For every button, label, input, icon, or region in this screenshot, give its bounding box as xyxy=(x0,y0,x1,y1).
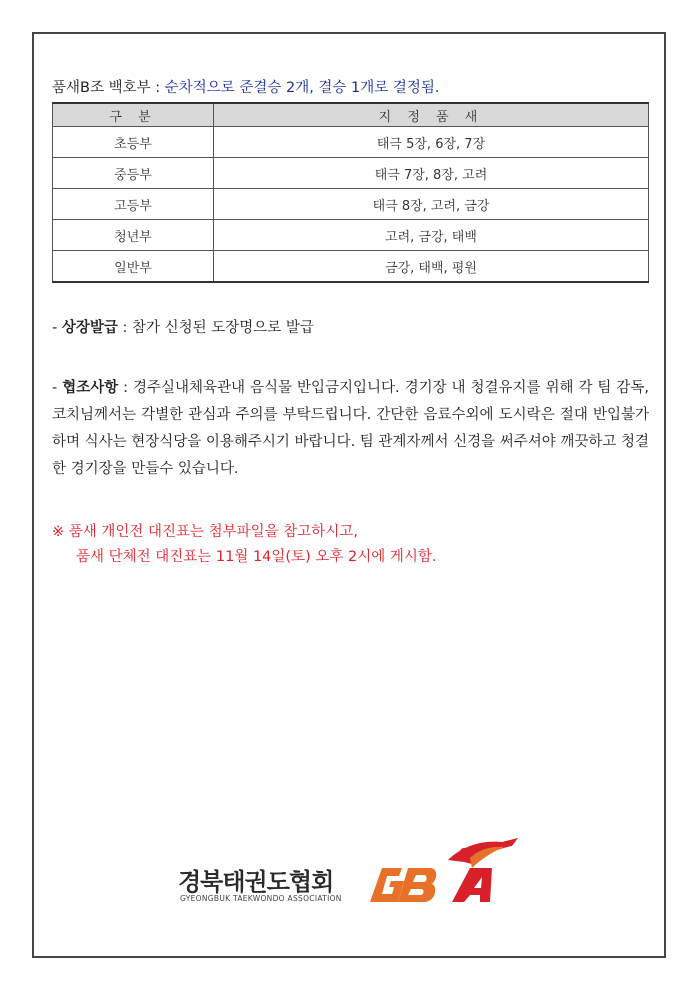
table-cell-category: 초등부 xyxy=(53,127,214,158)
table-row xyxy=(53,189,649,220)
heading-line xyxy=(52,76,440,97)
table-row xyxy=(53,158,649,189)
coop-dash: - xyxy=(52,380,63,396)
table-header-category: 구 분 xyxy=(53,103,214,127)
heading-prefix: 품새B조 백호부 : xyxy=(52,80,165,96)
table-cell-poomsae: 태극 7장, 8장, 고려 xyxy=(214,158,649,189)
award-label: 상장발급 xyxy=(61,320,118,336)
cooperation-paragraph xyxy=(52,375,649,483)
table-row xyxy=(53,251,649,283)
coop-label: 협조사항 xyxy=(62,380,119,396)
poomsae-table xyxy=(52,102,649,283)
table-cell-category: 청년부 xyxy=(53,220,214,251)
association-logo xyxy=(178,838,528,908)
table-cell-poomsae: 태극 5장, 6장, 7장 xyxy=(214,127,649,158)
coop-text: : 경주실내체육관내 음식물 반입금지입니다. 경기장 내 청결유지를 위해 각 팀 감독, 코치님께서는 각별한 관심과 주의를 부탁드립니다. 간단한 음료수외에 도시락은 절대 반입불가하며 식사는 현장식당을 이용해주시기 바랍니다. 팀 관계자께서 신경을 써주셔야 깨끗하고 청결한 경기장을 만들수 있습니다. xyxy=(52,380,649,477)
table-header-row xyxy=(53,103,649,127)
award-paragraph xyxy=(52,316,314,337)
table-row xyxy=(53,220,649,251)
logo-gbta-mark xyxy=(352,838,528,908)
table-header-poomsae: 지 정 품 새 xyxy=(214,103,649,127)
award-dash: - xyxy=(52,320,62,336)
table-cell-poomsae: 태극 8장, 고려, 금강 xyxy=(214,189,649,220)
table-cell-category: 중등부 xyxy=(53,158,214,189)
table-cell-poomsae: 금강, 태백, 평원 xyxy=(214,251,649,283)
table-cell-category: 고등부 xyxy=(53,189,214,220)
logo-korean-name: 경북태권도협회 xyxy=(178,868,334,896)
notice-line-2: 품새 단체전 대진표는 11월 14일(토) 오후 2시에 게시함. xyxy=(76,549,437,565)
logo-english-name: GYEONGBUK TAEKWONDO ASSOCIATION xyxy=(180,894,342,903)
heading-highlight: 순차적으로 준결승 2개, 결승 1개로 결정됨. xyxy=(164,80,440,96)
notice-block xyxy=(52,520,436,570)
table-cell-poomsae: 고려, 금강, 태백 xyxy=(214,220,649,251)
table-cell-category: 일반부 xyxy=(53,251,214,283)
award-text: : 참가 신청된 도장명으로 발급 xyxy=(117,320,314,336)
notice-line-1: ※ 품새 개인전 대진표는 첨부파일을 참고하시고, xyxy=(52,524,358,540)
table-row xyxy=(53,127,649,158)
